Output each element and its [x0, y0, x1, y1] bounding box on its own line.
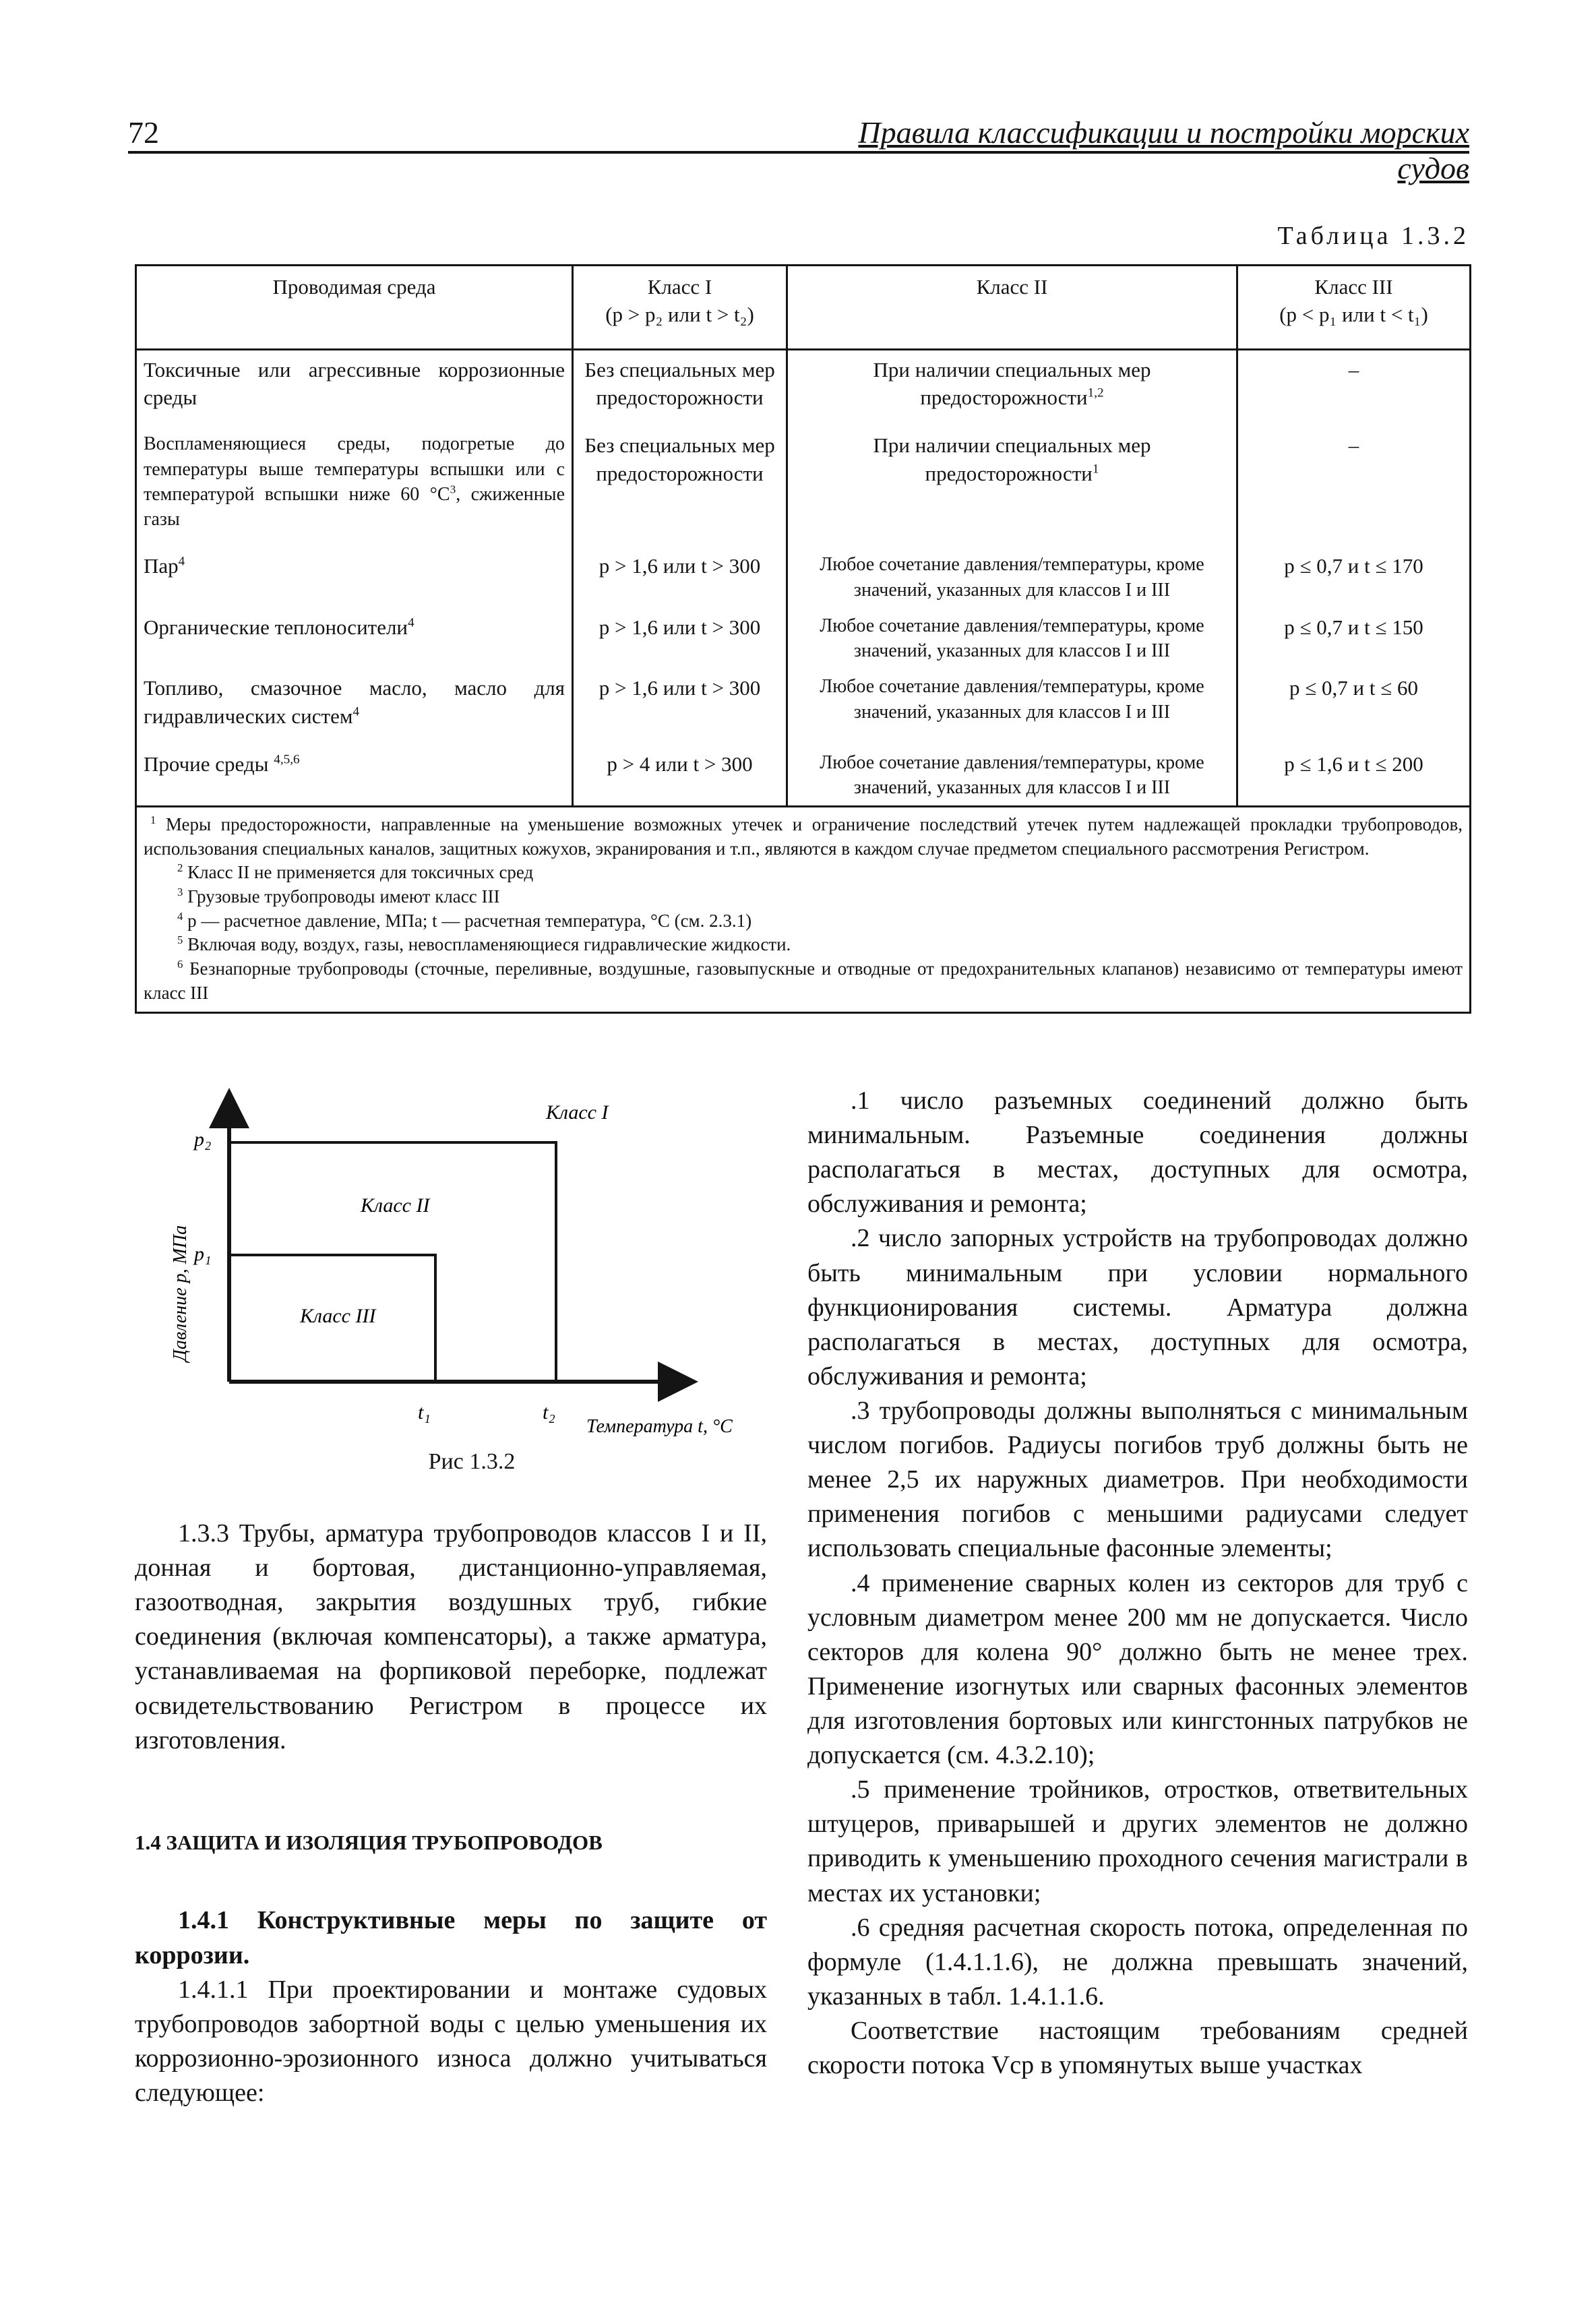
- header-class3: [1237, 266, 1471, 350]
- note-text: Безнапорные трубопроводы (сточные, переливные, воздушные, газовыпускные и отводные от предохранительных клапанов) независимо от температуры имеют класс III: [144, 958, 1463, 1003]
- t2-label: t₂: [543, 1401, 555, 1423]
- cell-class1: Без специальных мер предосторожности: [573, 417, 787, 537]
- header-medium: Проводимая среда: [136, 266, 573, 350]
- header-class1: [573, 266, 787, 350]
- pressure-temperature-diagram: [168, 1078, 775, 1483]
- header-class3-label: Класс III: [1314, 275, 1393, 299]
- table-row: [136, 735, 1471, 807]
- table-notes-row: [136, 807, 1471, 1013]
- cell-medium: [136, 417, 573, 537]
- cell-class3: –: [1237, 350, 1471, 417]
- y-axis-label: Давление p, МПа: [170, 1225, 191, 1361]
- list-item: .5 применение тройников, отростков, ответвительных штуцеров, приварышей и других элементов не должно приводить к уменьшению проходного сечения магистрали в местах их установки;: [807, 1775, 1468, 1907]
- cell-class1: p > 1,6 или t > 300: [573, 537, 787, 607]
- cell-class2: Любое сочетание давления/температуры, кроме значений, указанных для классов I и III: [787, 735, 1237, 807]
- cell-class2: Любое сочетание давления/температуры, кроме значений, указанных для классов I и III: [787, 669, 1237, 735]
- note-number: 5: [177, 933, 183, 947]
- header-rule: [128, 151, 1469, 154]
- header-class1-label: Класс I: [647, 275, 712, 299]
- cell-class2-text: При наличии специальных мер предосторожности: [873, 433, 1151, 485]
- cell-class3: p ≤ 1,6 и t ≤ 200: [1237, 735, 1471, 807]
- cell-medium-text: Прочие среды: [144, 752, 274, 776]
- cell-class1: Без специальных мер предосторожности: [573, 350, 787, 417]
- cell-class3: p ≤ 0,7 и t ≤ 150: [1237, 608, 1471, 669]
- cell-class2: Любое сочетание давления/температуры, кроме значений, указанных для классов I и III: [787, 608, 1237, 669]
- running-title: Правила классификации и постройки морских судов: [858, 115, 1469, 185]
- footnote-ref: 1,2: [1087, 386, 1104, 400]
- cell-class3: p ≤ 0,7 и t ≤ 170: [1237, 537, 1471, 607]
- cell-medium-text: Топливо, смазочное масло, масло для гидравлических систем: [144, 676, 565, 728]
- note-number: 2: [177, 861, 183, 875]
- section-title: 1.4 ЗАЩИТА И ИЗОЛЯЦИЯ ТРУБОПРОВОДОВ: [135, 1830, 603, 1854]
- cell-medium: [136, 608, 573, 669]
- t1-label: t₁: [418, 1401, 431, 1423]
- footnote-ref: 4: [408, 615, 415, 630]
- cell-class2: Любое сочетание давления/температуры, кроме значений, указанных для классов I и III: [787, 537, 1237, 607]
- cell-medium: [136, 669, 573, 735]
- table-note: [144, 957, 1463, 1005]
- note-text: Грузовые трубопроводы имеют класс III: [187, 886, 500, 907]
- cell-class1: p > 4 или t > 300: [573, 735, 787, 807]
- note-text: p — расчетное давление, МПа; t — расчетная температура, °С (см. 2.3.1): [187, 910, 752, 931]
- table-note: [144, 813, 1463, 861]
- cell-class2-text: При наличии специальных мер предосторожности: [873, 358, 1151, 410]
- table-header-row: [136, 266, 1471, 350]
- footnote-ref: 1: [1092, 462, 1099, 477]
- left-column: [135, 1517, 767, 2110]
- table-row: [136, 608, 1471, 669]
- p1-label: p₁: [194, 1243, 212, 1265]
- cell-medium: [136, 537, 573, 607]
- list-item: .3 трубопроводы должны выполняться с минимальным числом погибов. Радиусы погибов труб должны быть не менее 2,5 их наружных диаметров. При необходимости применения погибов с меньшими радиусами следует использовать специальные фасонные элементы;: [807, 1396, 1468, 1563]
- cell-medium: Токсичные или агрессивные коррозионные среды: [136, 350, 573, 417]
- table-note: [144, 861, 1463, 885]
- note-number: 3: [177, 886, 183, 899]
- closing-paragraph: Соответствие настоящим требованиям средней скорости потока Vср в упомянутых выше участках: [807, 2016, 1468, 2080]
- paragraph-1-3-3: 1.3.3 Трубы, арматура трубопроводов классов I и II, донная и бортовая, дистанционно-управляемая, газоотводная, закрытия воздушных труб, гибкие соединения (включая компенсаторы), а также арматура, устанавливаемая на форпиковой переборке, подлежат освидетельствованию Регистром в процессе их изготовления.: [135, 1519, 767, 1754]
- footnote-ref: 4: [178, 555, 185, 570]
- note-number: 4: [177, 909, 183, 923]
- list-item: .6 средняя расчетная скорость потока, определенная по формуле (1.4.1.1.6), не должна превышать значений, указанных в табл. 1.4.1.1.6.: [807, 1913, 1468, 2011]
- pipe-class-table: [135, 264, 1471, 1014]
- right-column: [807, 1084, 1468, 2083]
- list-item: .1 число разъемных соединений должно быть минимальным. Разъемные соединения должны располагаться в местах, доступных для осмотра, обслуживания и ремонта;: [807, 1086, 1468, 1219]
- list-item: .2 число запорных устройств на трубопроводах должно быть минимальным при условии нормального функционирования системы. Арматура должна располагаться в местах, доступных для осмотра, обслуживания и ремонта;: [807, 1224, 1468, 1390]
- cell-medium: [136, 735, 573, 807]
- cell-class3: p ≤ 0,7 и t ≤ 60: [1237, 669, 1471, 735]
- footnote-ref: 4: [352, 704, 360, 719]
- cell-class3: –: [1237, 417, 1471, 537]
- class2-label: Класс II: [361, 1194, 430, 1217]
- class1-label: Класс I: [546, 1101, 609, 1124]
- cell-medium-text: Органические теплоносители: [144, 615, 408, 639]
- footnote-ref: 4,5,6: [274, 752, 300, 767]
- note-text: Меры предосторожности, направленные на уменьшение возможных утечек и ограничение последствий утечек путем надлежащей прокладки трубопроводов, использования специальных каналов, защитных кожухов, экранирования и т.п., являются в каждом случае предметом специального рассмотрения Регистром.: [144, 814, 1463, 859]
- note-text: Класс II не применяется для токсичных сред: [187, 862, 534, 883]
- table-row: [136, 537, 1471, 607]
- cell-class1: p > 1,6 или t > 300: [573, 608, 787, 669]
- table-row: [136, 669, 1471, 735]
- class3-label: Класс III: [300, 1305, 376, 1327]
- page-number: 72: [128, 115, 159, 150]
- header-class2: Класс II: [787, 266, 1237, 350]
- subsection-heading: 1.4.1 Конструктивные меры по защите от коррозии.: [135, 1906, 767, 1969]
- class1-boundary: [229, 1142, 556, 1382]
- x-axis-label: Температура t, °С: [586, 1416, 733, 1437]
- table-row: [136, 417, 1471, 537]
- note-text: Включая воду, воздух, газы, невоспламеняющиеся гидравлические жидкости.: [187, 934, 791, 955]
- p2-label: p₂: [194, 1128, 212, 1151]
- note-number: 6: [177, 957, 183, 971]
- cell-class2: [787, 350, 1237, 417]
- paragraph-1-4-1-1: 1.4.1.1 При проектировании и монтаже судовых трубопроводов забортной воды с целью уменьшения их коррозионно-эрозионного износа должно учитываться следующее:: [135, 1975, 767, 2107]
- table-row: [136, 350, 1471, 417]
- table-caption: Таблица 1.3.2: [1277, 222, 1469, 250]
- cell-class1: p > 1,6 или t > 300: [573, 669, 787, 735]
- table-note: [144, 933, 1463, 957]
- footnote-ref: 3: [450, 483, 456, 496]
- header-class3-condition: (p < p₁ или t < t₁): [1279, 303, 1428, 327]
- cell-medium-text: Пар: [144, 554, 179, 578]
- table-note: [144, 885, 1463, 909]
- figure-caption: Рис 1.3.2: [428, 1449, 516, 1474]
- table-note: [144, 909, 1463, 933]
- header-class1-condition: (p > p₂ или t > t₂): [605, 303, 754, 327]
- list-item: .4 применение сварных колен из секторов для труб с условным диаметром менее 200 мм не допускается. Число секторов для колена 90° должно быть не менее трех. Применение изогнутых или сварных фасонных элементов для изготовления бортовых или кингстонных патрубков не допускается (см. 4.3.2.10);: [807, 1568, 1468, 1770]
- cell-medium-text: Воспламеняющиеся среды, подогретые до температуры выше температуры вспышки или с температурой вспышки ниже 60 °С: [144, 433, 565, 505]
- table-notes: [136, 807, 1471, 1013]
- note-number: 1: [150, 814, 156, 827]
- cell-class2: [787, 417, 1237, 537]
- cell-medium-tail: , сжиженные газы: [144, 483, 565, 530]
